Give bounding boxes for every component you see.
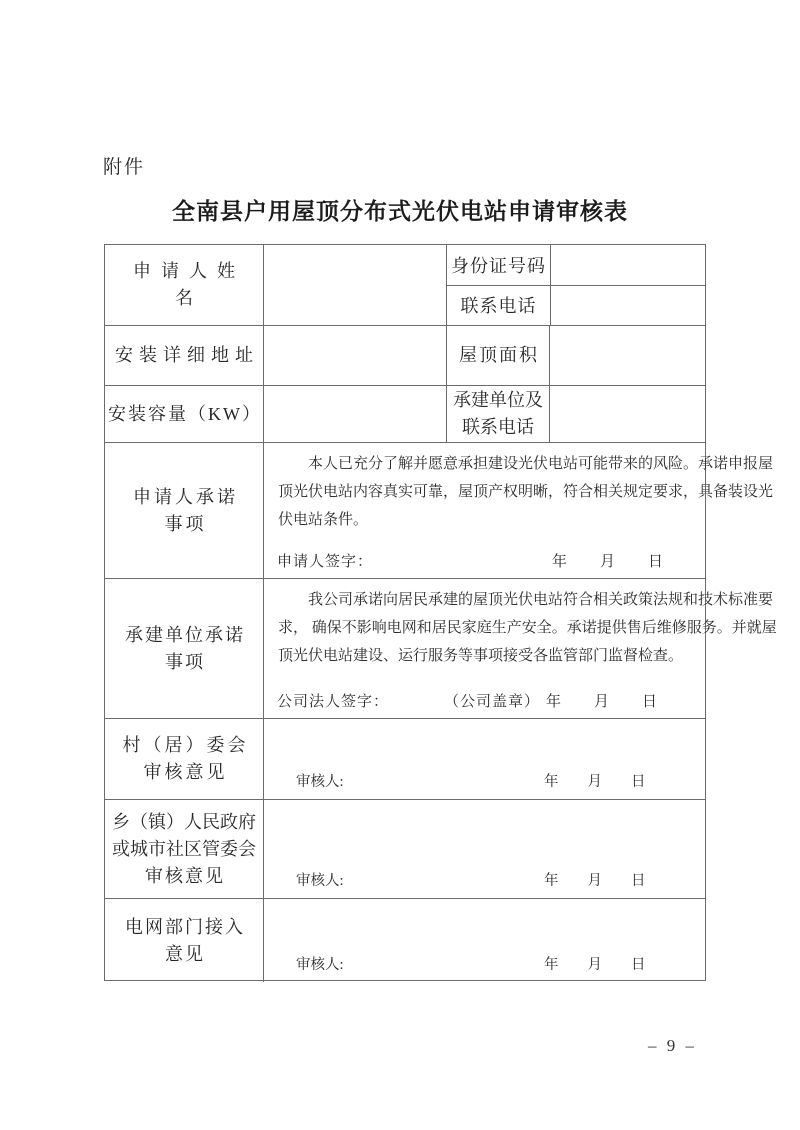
builder-contact-label-line2: 联系电话 — [462, 417, 534, 437]
id-number-row — [447, 245, 705, 285]
builder-contact-value-cell — [549, 386, 705, 442]
applicant-commitment-label-line2: 事项 — [164, 513, 207, 534]
phone-label: 联系电话 — [460, 296, 537, 317]
applicant-signature-line — [264, 550, 773, 572]
grid-review-label-line1: 电网部门接入 — [125, 916, 245, 937]
township-reviewer-line — [264, 869, 705, 889]
township-review-label-line3: 审核意见 — [145, 865, 225, 886]
id-phone-stack — [446, 245, 705, 325]
township-review-label — [105, 800, 263, 898]
company-seal-label: （公司盖章） — [444, 694, 541, 710]
address-value-cell — [263, 326, 446, 385]
commitment-text-line: 顶光伏电站建设、运行服务等事项接受各监管部门监督检查。 — [278, 648, 684, 664]
commitment-text-line: 我公司承诺向居民承建的屋顶光伏电站符合相关政策法规和技术标准要 — [308, 592, 774, 608]
builder-sign-label: 公司法人签字： — [277, 694, 390, 710]
builder-commitment-content — [263, 579, 777, 718]
application-form-table — [104, 244, 777, 981]
page-number: – 9 – — [648, 1036, 697, 1055]
roof-area-value-cell — [549, 326, 705, 385]
builder-sign-date: 年 月 日 — [546, 694, 659, 710]
township-review-date: 年 月 日 — [544, 873, 646, 889]
phone-value-cell — [550, 286, 705, 326]
village-reviewer-label: 审核人: — [296, 774, 344, 790]
village-review-date: 年 月 日 — [544, 774, 646, 790]
row-village-review — [105, 718, 705, 799]
id-number-label: 身份证号码 — [451, 255, 546, 276]
commitment-text-line: 顶光伏电站内容真实可靠，屋顶产权明晰，符合相关规定要求，具备装设光 — [278, 484, 774, 500]
attachment-label: 附件 — [103, 157, 146, 178]
builder-signature-line — [264, 690, 777, 712]
commitment-text-line: 求， 确保不影响电网和居民家庭生产安全。承诺提供售后维修服务。并就屋 — [278, 620, 777, 636]
township-review-label-line1: 乡（镇）人民政府 — [112, 811, 256, 832]
address-label: 安装详细地址 — [115, 345, 259, 365]
applicant-commitment-label — [105, 443, 263, 578]
commitment-text-line: 本人已充分了解并愿意承担建设光伏电站可能带来的风险。承诺申报屋 — [308, 456, 774, 472]
builder-contact-label-cell — [446, 386, 549, 442]
township-review-label-line2: 或城市社区管委会 — [112, 838, 256, 859]
row-capacity — [105, 385, 705, 442]
applicant-name-value-cell — [263, 245, 446, 325]
applicant-sign-label: 申请人签字： — [277, 554, 374, 570]
builder-commitment-label-line2: 事项 — [165, 651, 205, 672]
commitment-text-line: 伏电站条件。 — [278, 512, 369, 528]
grid-reviewer-label: 审核人: — [296, 957, 344, 973]
applicant-name-label — [105, 245, 263, 325]
id-number-value-cell — [550, 245, 705, 285]
phone-row — [447, 285, 705, 326]
applicant-name-label-line2: 名 — [175, 288, 193, 308]
form-title: 全南县户用屋顶分布式光伏电站申请审核表 — [172, 198, 628, 224]
builder-commitment-label-line1: 承建单位承诺 — [125, 624, 245, 645]
capacity-label-cell — [105, 386, 263, 442]
village-review-label-line2: 审核意见 — [143, 762, 228, 782]
row-grid-review — [105, 898, 705, 982]
grid-review-date: 年 月 日 — [544, 957, 646, 973]
applicant-name-label-line1: 申请人姓 — [133, 261, 245, 281]
grid-review-label-line2: 意见 — [165, 943, 205, 964]
roof-area-label-cell — [446, 326, 549, 385]
builder-commitment-label — [105, 579, 263, 718]
row-applicant-name — [105, 245, 705, 325]
row-applicant-commitment — [105, 442, 774, 578]
township-reviewer-label: 审核人: — [296, 873, 344, 889]
applicant-commitment-label-line1: 申请人承诺 — [133, 486, 238, 507]
row-address — [105, 325, 705, 385]
capacity-label: 安装容量（KW） — [108, 403, 262, 424]
builder-commitment-text — [264, 579, 777, 670]
row-builder-commitment — [105, 578, 777, 718]
builder-contact-label-line1: 承建单位及 — [453, 390, 543, 410]
applicant-commitment-text — [264, 443, 773, 534]
capacity-value-cell — [263, 386, 446, 442]
applicant-commitment-content — [263, 443, 773, 578]
address-label-cell — [105, 326, 263, 385]
township-review-content — [263, 800, 705, 898]
grid-review-label — [105, 899, 263, 982]
village-review-content — [263, 719, 705, 799]
grid-review-content — [263, 899, 705, 982]
grid-reviewer-line — [264, 953, 705, 973]
village-reviewer-line — [264, 770, 705, 790]
village-review-label — [105, 719, 263, 799]
row-township-review — [105, 799, 705, 898]
roof-area-label: 屋顶面积 — [459, 345, 539, 365]
village-review-label-line1: 村（居）委会 — [122, 735, 249, 755]
applicant-sign-date: 年 月 日 — [552, 554, 665, 570]
